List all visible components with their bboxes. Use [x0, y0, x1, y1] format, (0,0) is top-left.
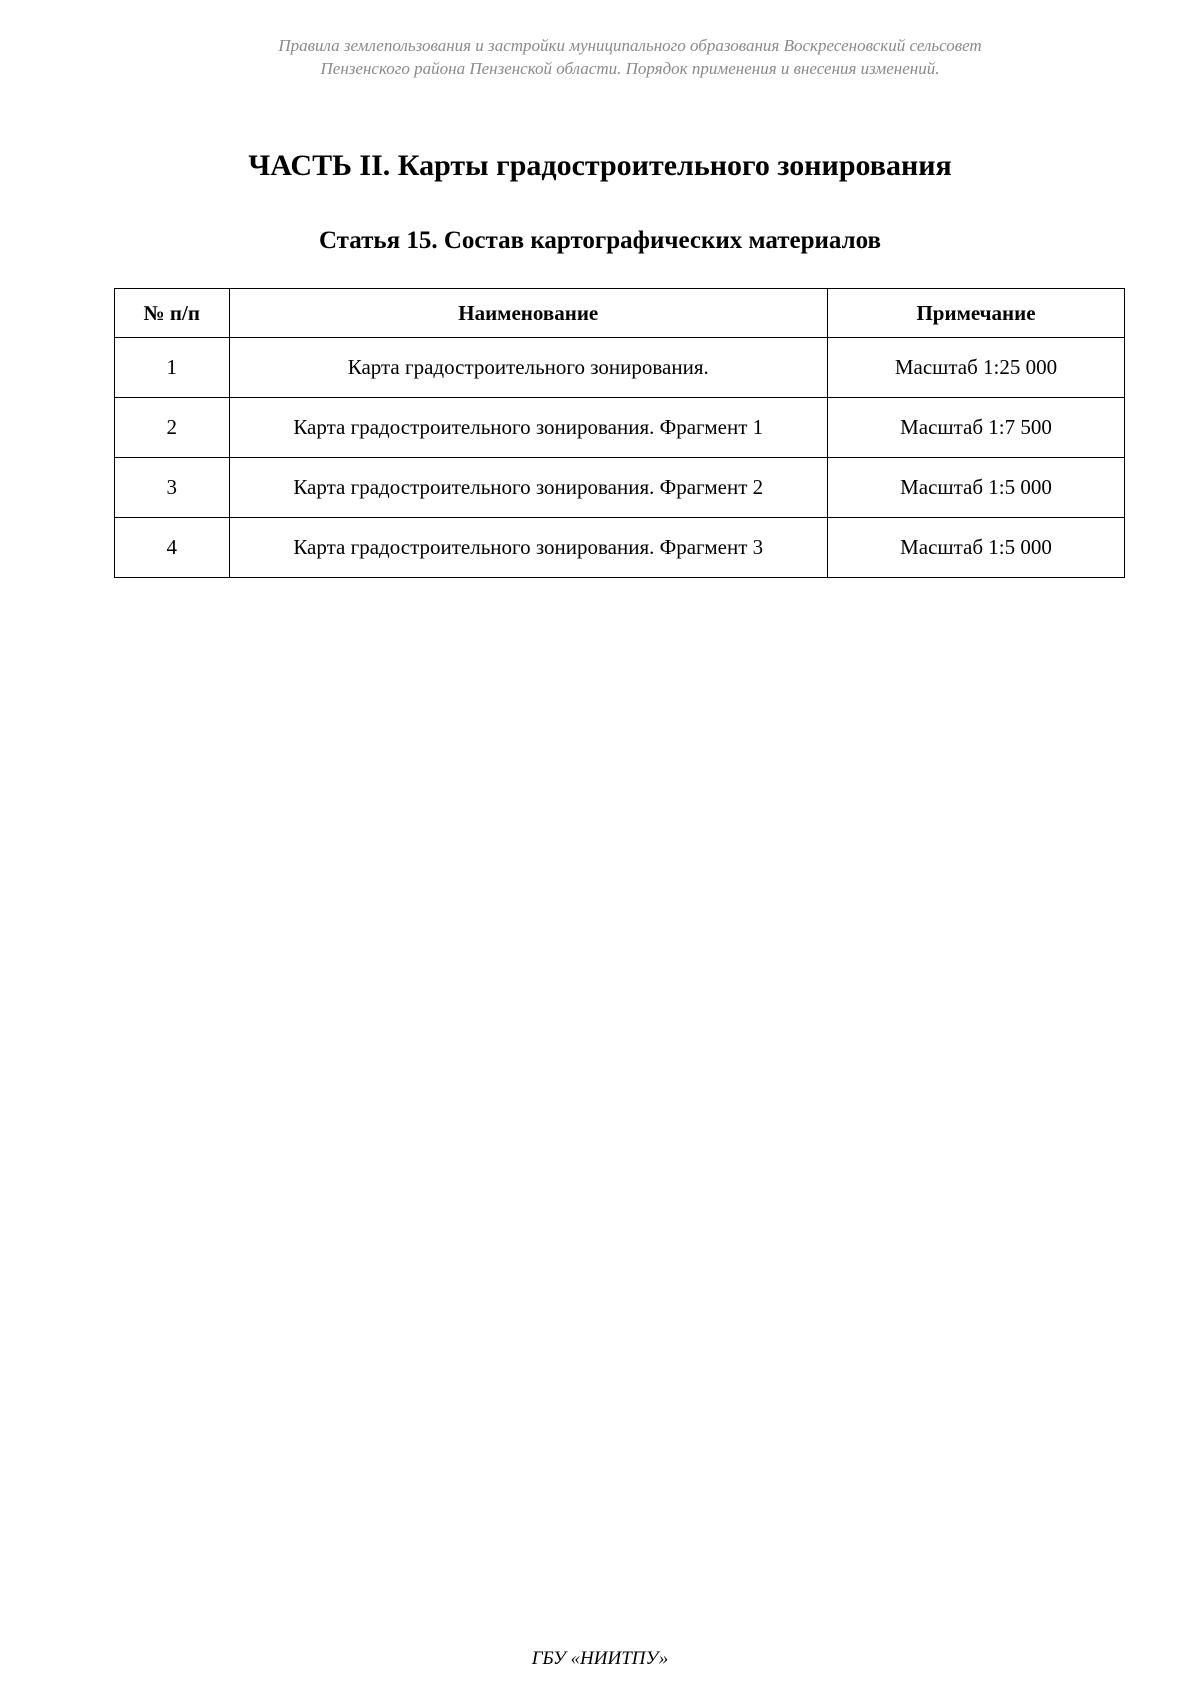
cell-name: Карта градостроительного зонирования. Фрагмент 2: [229, 458, 828, 518]
cell-name: Карта градостроительного зонирования. Фрагмент 1: [229, 398, 828, 458]
part-title: ЧАСТЬ II. Карты градостроительного зонирования: [248, 149, 952, 182]
cell-name: Карта градостроительного зонирования.: [229, 338, 828, 398]
table-header-row: [115, 289, 1125, 338]
column-header-note: Примечание: [828, 289, 1125, 338]
table-row: [115, 518, 1125, 578]
cell-number: 3: [115, 458, 230, 518]
cell-number: 2: [115, 398, 230, 458]
cell-note: Масштаб 1:7 500: [828, 398, 1125, 458]
materials-table: [114, 288, 1125, 578]
cell-number: 4: [115, 518, 230, 578]
cell-note: Масштаб 1:25 000: [828, 338, 1125, 398]
table-row: [115, 338, 1125, 398]
table-row: [115, 458, 1125, 518]
cell-note: Масштаб 1:5 000: [828, 458, 1125, 518]
cell-number: 1: [115, 338, 230, 398]
page-footer: ГБУ «НИИТПУ»: [531, 1648, 669, 1669]
article-title: Статья 15. Состав картографических материалов: [318, 227, 882, 254]
cell-note: Масштаб 1:5 000: [828, 518, 1125, 578]
running-header: [0, 34, 1200, 80]
running-header-line-1: Правила землепользования и застройки муниципального образования Воскресеновский сельсовет: [278, 36, 982, 55]
running-header-line-2: Пензенского района Пензенской области. Порядок применения и внесения изменений.: [320, 59, 940, 78]
column-header-name: Наименование: [229, 289, 828, 338]
column-header-number: № п/п: [115, 289, 230, 338]
cell-name: Карта градостроительного зонирования. Фрагмент 3: [229, 518, 828, 578]
table-row: [115, 398, 1125, 458]
